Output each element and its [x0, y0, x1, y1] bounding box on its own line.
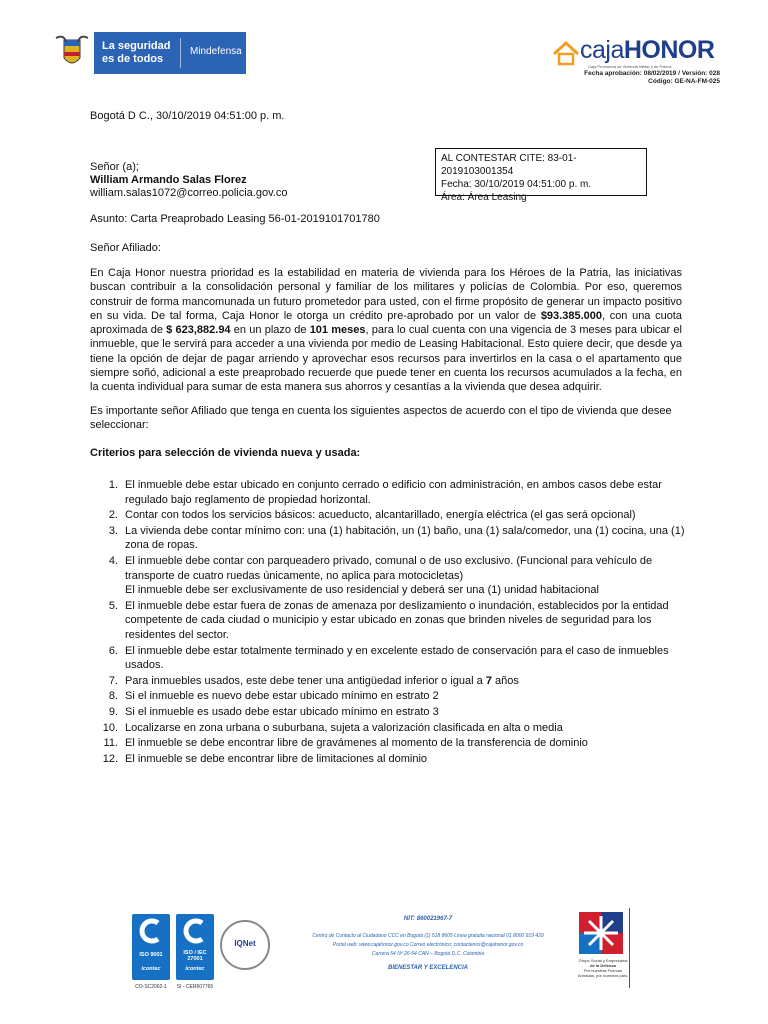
criteria-text: El inmueble debe estar ubicado en conjunto cerrado o edificio con administración, en ambos casos debe estar regulado bajo reglamento de propiedad horizontal.: [125, 479, 662, 506]
contact-line: Centro de Contacto al Ciudadano CCC en Bogotá (1) 518 8605 Línea gratuita nacional 01 8000 919 429: [312, 933, 544, 939]
criteria-item: [96, 736, 686, 751]
greeting: Señor Afiliado:: [90, 242, 161, 254]
installment-amount: $ 623,882.94: [166, 324, 231, 337]
criteria-number: 12.: [102, 752, 118, 765]
criteria-text: El inmueble debe estar fuera de zonas de amenaza por deslizamiento o inundación, establecidos por la entidad competente de cada ciudad o municipio y estar ubicado en zonas que brinden niveles de seguridad para los residentes del sector.: [125, 599, 669, 641]
banner-divider: [180, 38, 181, 68]
gsed-mosaic-icon: [579, 912, 623, 954]
criteria-text: El inmueble se debe encontrar libre de limitaciones al dominio: [125, 752, 428, 765]
cert1-code: CO-SC2062-1: [135, 984, 167, 990]
address-line: Carrera 54 Nº 26-54 CAN – Bogotá D.C. Colombia: [371, 951, 485, 957]
criteria-text: Si el inmueble es usado debe estar ubicado mínimo en estrato 3: [125, 705, 439, 718]
iso-9001-badge: ISO 9001 icontec: [132, 914, 170, 980]
criteria-text: El inmueble debe contar con parqueadero privado, comunal o de uso exclusivo. (Funcional para vehículo de transporte de cuatro ruedas únicamente, no aplica para motocicletas): [125, 554, 653, 582]
credit-amount: $93.385.000: [540, 309, 602, 322]
criteria-number: 6.: [108, 644, 118, 657]
criteria-item: [96, 689, 686, 704]
document-meta: [584, 70, 720, 86]
criteria-number: 8.: [108, 690, 118, 703]
criteria-text: Localizarse en zona urbana o suburbana, sujeta a valorización clasificada en alta o media: [125, 721, 563, 734]
defense-group-text: Grupo Social y Empresarial de la Defensa Por nuestras Fuerzas Armadas, por nuestros país.: [577, 958, 629, 978]
criteria-item: [96, 524, 686, 553]
document-code: Código: GE-NA-FM-025: [648, 78, 720, 85]
criteria-item: [96, 508, 686, 523]
criteria-item: [96, 705, 686, 720]
criteria-number: 7.: [108, 674, 118, 687]
criteria-number: 11.: [103, 737, 118, 750]
criteria-item: [96, 674, 686, 689]
letter-date: Bogotá D C., 30/10/2019 04:51:00 p. m.: [90, 110, 285, 122]
cite-area: Área: Área Leasing: [441, 192, 527, 203]
brand-name: cajaHONOR: [580, 36, 715, 64]
footer-motto: BIENESTAR Y EXCELENCIA: [387, 965, 468, 971]
criteria-text: Para inmuebles usados, este debe tener una antigüedad inferior o igual a: [125, 674, 486, 687]
criteria-number: 3.: [108, 524, 118, 537]
salutation: Señor (a);: [90, 161, 139, 173]
criteria-item: [96, 644, 686, 673]
cite-box: [435, 148, 647, 203]
iqnet-seal: IQNet: [220, 920, 270, 970]
criteria-text: El inmueble debe estar totalmente terminado y en excelente estado de conservación para el caso de inmuebles usados.: [125, 644, 669, 672]
cite-date: Fecha: 30/10/2019 04:51:00 p. m.: [441, 179, 592, 190]
criteria-item: [96, 478, 686, 507]
recipient-name: William Armando Salas Florez: [90, 174, 247, 186]
criteria-bold-value: 7: [485, 674, 492, 687]
approval-version: Fecha aprobación: 08/02/2019 / Versión: 028: [584, 70, 720, 77]
house-icon: [552, 40, 580, 66]
ministry-name: Mindefensa: [190, 46, 242, 57]
criteria-number: 5.: [108, 599, 118, 612]
criteria-heading: Criterios para selección de vivienda nueva y usada:: [90, 447, 361, 459]
footer-contact: [290, 916, 566, 971]
body-paragraph-2: Es importante señor Afiliado que tenga en cuenta los siguientes aspectos de acuerdo con el tipo de vivienda que desee seleccionar:: [90, 405, 672, 432]
defense-group-logo: [575, 908, 637, 988]
colombia-shield-icon: [50, 32, 94, 74]
gov-slogan-line1: La seguridad: [102, 40, 171, 52]
criteria-text: Contar con todos los servicios básicos: acueducto, alcantarillado, energía eléctrica (el gas será opcional): [125, 509, 636, 522]
nit: NIT: 860021967-7: [403, 916, 453, 922]
criteria-extra-line: El inmueble debe ser exclusivamente de uso residencial y deberá ser una (1) unidad habitacional: [125, 584, 599, 597]
criteria-text: El inmueble se debe encontrar libre de gravámenes al momento de la transferencia de dominio: [125, 737, 588, 750]
criteria-number: 2.: [108, 509, 118, 522]
brand-tagline: Caja Promotora de Vivienda Militar y de Policía: [588, 64, 672, 69]
cert2-code: SI - CER607765: [176, 984, 214, 990]
cajahonor-logo: [552, 36, 722, 70]
government-logo: [50, 32, 246, 74]
vertical-divider: [629, 908, 636, 988]
body-paragraph-1: En Caja Honor nuestra prioridad es la estabilidad en materia de vivienda para los Héroes de la Patria, las iniciativas buscan contribuir a la consolidación personal y familiar de los militares y policías de Colombia. Por eso, queremos construir de forma mancomunada un futuro prometedor para usted, con el firme propósito de generar un impacto positivo en su vida. De tal forma, Caja Honor le otorga un crédito pre-aprobado por un valor de $93.385.000, con una cuota aproximada de $ 623,882.94 en un plazo de 101 meses, para lo cual cuenta con una vigencia de 3 meses para ubicar el inmueble, que le servirá para acceder a una vivienda por medio de Leasing Habitacional. Esto quiere decir, que desde ya tiene la opción de dejar de pagar arriendo y aprovechar esos recursos para invertirlos en la casa o el apartamento que siempre soñó, adicional a este preaprobado recuerde que puede tener en cuenta los recursos acumulados a la fecha, en la cuenta individual para sumar de esta manera sus ahorros y cesantías a la vivienda que desea adquirir.: [90, 267, 682, 394]
web-email-line: Portal web: www.cajahonor.gov.co Correo electrónico: contactenos@cajahonor.gov.co: [332, 942, 524, 948]
criteria-list: [96, 478, 686, 767]
criteria-number: 9.: [108, 705, 118, 718]
recipient-email: william.salas1072@correo.policia.gov.co: [90, 187, 288, 199]
criteria-text: La vivienda debe contar mínimo con: una (1) habitación, un (1) baño, una (1) sala/comedor, una (1) cocina, una (1) zona de ropas.: [125, 524, 685, 552]
letter-subject: Asunto: Carta Preaprobado Leasing 56-01-2019101701780: [90, 213, 380, 225]
criteria-number: 4.: [108, 554, 118, 567]
certifications: [132, 914, 278, 992]
criteria-number: 1.: [108, 479, 118, 491]
criteria-item: [96, 752, 686, 767]
icontec-c-icon: [132, 914, 170, 948]
criteria-item: [96, 554, 686, 598]
criteria-item: [96, 721, 686, 736]
criteria-text-after: años: [491, 674, 519, 687]
gov-slogan-line2: es de todos: [102, 53, 164, 65]
criteria-text: Si el inmueble es nuevo debe estar ubicado mínimo en estrato 2: [125, 690, 439, 703]
criteria-item: [96, 599, 686, 643]
icontec-c-icon: [176, 914, 214, 948]
term-months: 101 meses: [309, 324, 366, 337]
cite-number: AL CONTESTAR CITE: 83-01-2019103001354: [441, 153, 577, 177]
iso-27001-badge: ISO / IEC 27001 icontec: [176, 914, 214, 980]
criteria-number: 10.: [102, 721, 118, 734]
